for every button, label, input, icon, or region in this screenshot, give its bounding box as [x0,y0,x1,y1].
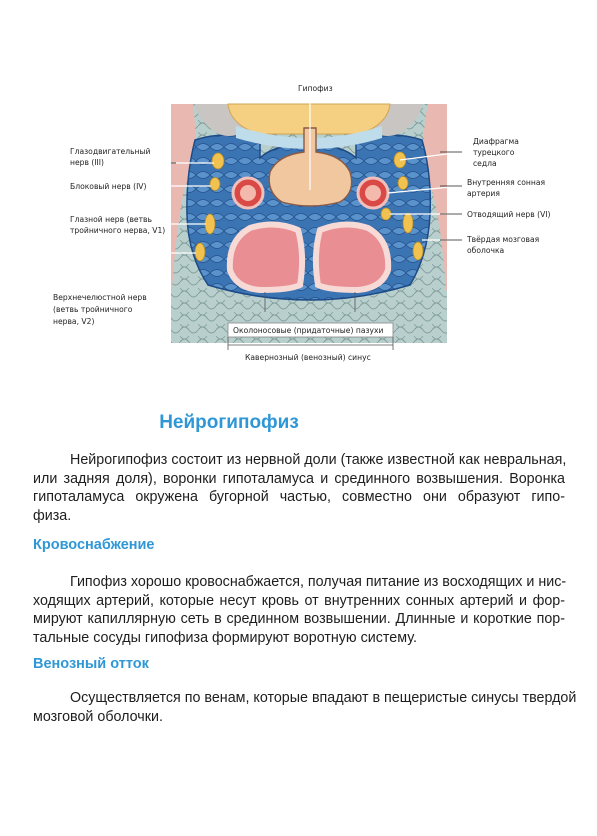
heading-blood-supply: Кровоснабжение [33,537,155,553]
text-line: или задняя доля), воронки гипоталамуса и срединного возвышения. Воронка [33,470,565,487]
label-dura-1: Твёрдая мозговая [467,235,540,244]
page-title: Нейрогипофиз [159,412,299,433]
label-carotid-2: артерия [467,189,500,198]
label-diaphragm-2: турецкого [473,148,515,157]
label-cavernous: Кавернозный (венозный) синус [245,353,371,362]
label-maxillary-3: нерва, V2) [53,317,95,326]
intro-paragraph [33,451,565,525]
text-line: гипоталамуса окружена бугорной частью, совместно они образуют гипо- [33,489,565,506]
blood-supply-paragraph [33,573,565,647]
anatomy-illustration [0,0,597,380]
label-sinuses: Околоносовые (придаточные) пазухи [233,326,384,335]
heading-venous-outflow: Венозный отток [33,656,149,672]
label-carotid-1: Внутренняя сонная [467,178,546,187]
label-pituitary: Гипофиз [298,84,333,93]
label-trochlear: Блоковый нерв (IV) [70,182,147,191]
text-line: мозговой оболочки. [33,708,163,725]
label-abducens: Отводящий нерв (VI) [467,210,551,219]
text-line: ходящих артерий, которые несут кровь от внутренних сонных артерий и фор- [33,592,565,609]
text-line: мируют капиллярную сеть в срединном возвышении. Длинные и короткие пор- [33,611,565,628]
venous-outflow-paragraph [33,689,577,726]
label-diaphragm-3: седла [473,159,497,168]
label-maxillary-2: (ветвь тройничного [53,305,133,314]
label-ophthalmic-1: Глазной нерв (ветвь [70,215,152,224]
text-line: Нейрогипофиз состоит из нервной доли (также известной как невральная, [70,452,567,468]
label-dura-2: оболочка [467,246,505,255]
text-line: Гипофиз хорошо кровоснабжается, получая питание из восходящих и нис- [70,574,567,590]
label-oculomotor-2: нерв (III) [70,158,104,167]
text-line: Осуществляется по венам, которые впадают в пещеристые синусы твердой [70,690,577,706]
text-line: тальные сосуды гипофиза формируют воротную систему. [33,629,417,646]
text-line: физа. [33,507,72,524]
label-ophthalmic-2: тройничного нерва, V1) [70,226,166,235]
label-oculomotor-1: Глазодвигательный [70,147,151,156]
label-maxillary-1: Верхнечелюстной нерв [53,293,147,302]
label-diaphragm-1: Диафрагма [473,137,519,146]
